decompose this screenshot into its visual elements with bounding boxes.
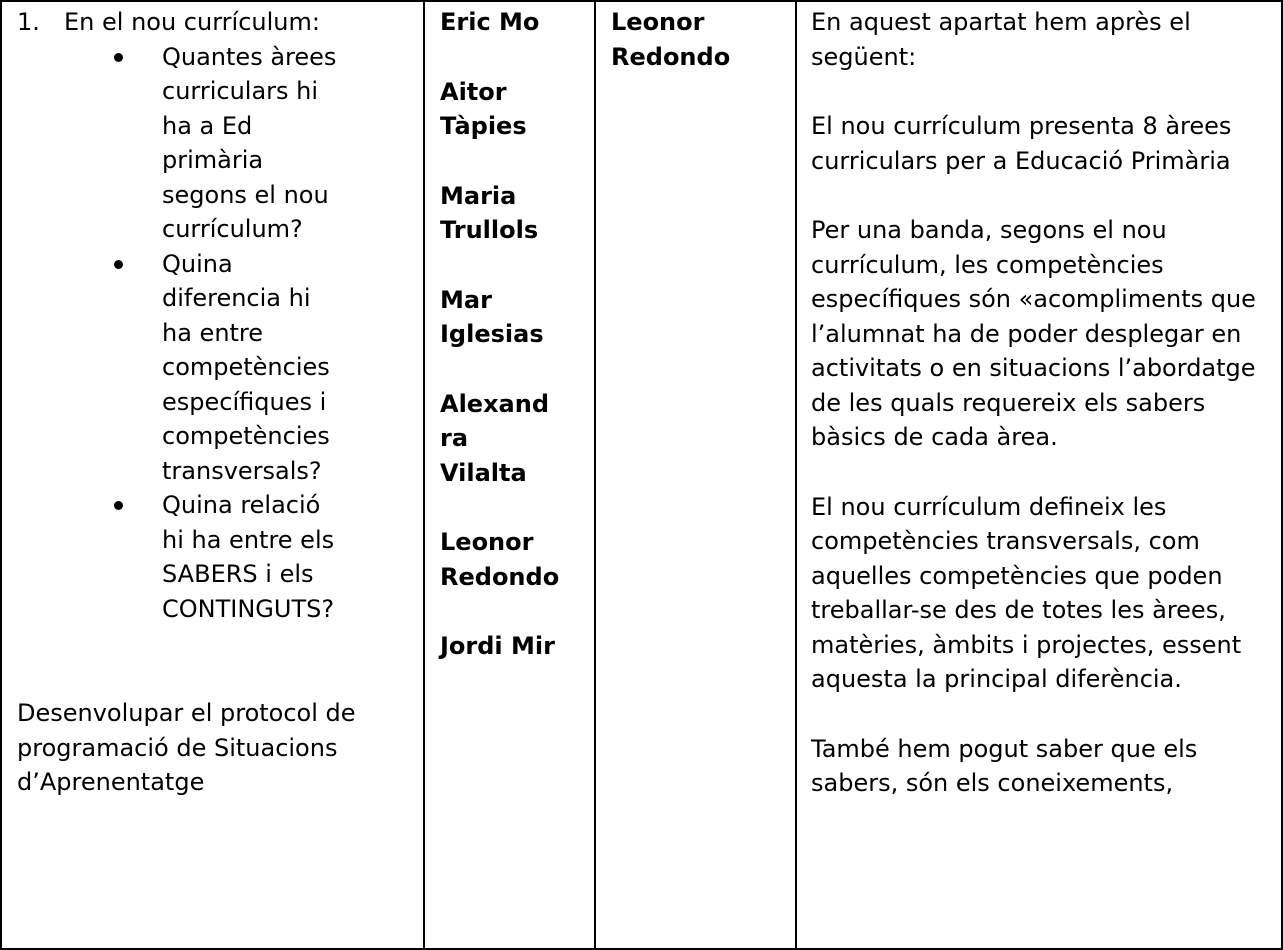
question-item [114,247,344,489]
responsible-name: Leonor Redondo [611,8,731,71]
bullet-icon [114,488,134,523]
responsible-cell [595,1,796,949]
participant-name: Leonor Redondo [440,528,560,591]
participant-name: Maria Trullols [440,181,539,244]
question-text: Quina relació hi ha entre els SABERS i els CONTINGUTS? [162,491,335,623]
question-item [114,40,344,247]
learning-cell [796,1,1282,949]
table-row [1,1,1282,949]
participant-name: Alexandra Vilalta [440,389,550,487]
learning-paragraph: També hem pogut saber que els sabers, són els coneixements, [811,734,1198,797]
question-item [114,488,344,626]
participant-name: Eric Mo [440,8,540,36]
question-text: Quantes àrees curriculars hi ha a Ed primària segons el nou currículum? [162,42,337,243]
learning-paragraph: En aquest apartat hem après el següent: [811,8,1191,71]
participant-name: Jordi Mir [440,632,555,660]
participant-name: Mar Iglesias [440,285,544,348]
task-paragraph: Desenvolupar el protocol de programació de Situacions d’Aprenentatge [17,699,356,796]
learning-paragraph: El nou currículum presenta 8 àrees curriculars per a Educació Primària [811,112,1232,175]
numbered-item [17,5,413,40]
learning-paragraph: El nou currículum defineix les competències transversals, com aquelles competències que poden treballar-se des de totes les àrees, matèries, àmbits i projectes, essent aquesta la principal diferència. [811,492,1242,693]
task-cell [1,1,424,949]
bullet-icon [114,247,134,282]
bullet-icon [114,40,134,75]
item-title: En el nou currículum: [64,8,320,36]
question-text: Quina diferencia hi ha entre competències específiques i competències transversals? [162,249,330,485]
item-number: 1. [17,8,40,36]
participant-name: Aitor Tàpies [440,77,527,140]
participants-cell [424,1,595,949]
question-list [17,40,344,627]
learning-paragraph: Per una banda, segons el nou currículum, les competències específiques són «acompliments que l’alumnat ha de poder desplegar en activitats o en situacions l’abordatge de les quals requereix els sabers bàsics de cada àrea. [811,216,1256,451]
